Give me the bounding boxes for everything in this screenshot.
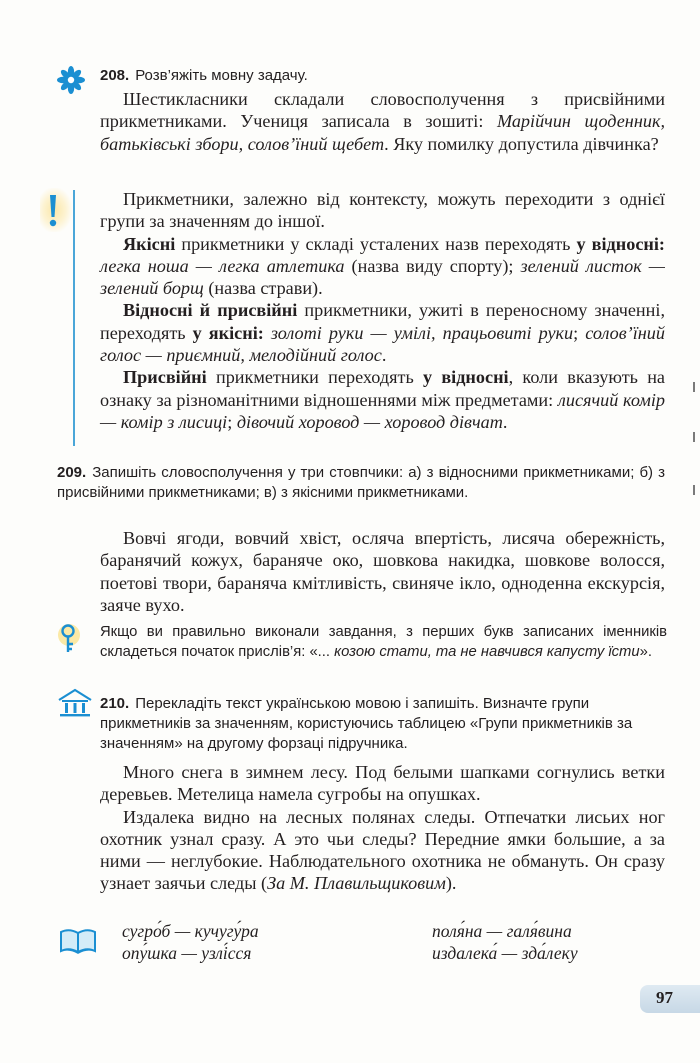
- task-209-hint: Якщо ви правильно виконали завдання, з перших букв записаних іменників складеться початок прислів’я: «... козою стати, та не навчився капусту їсти».: [100, 624, 667, 660]
- margin-mark: [693, 382, 695, 392]
- vocab-entry: опу́шка — узлі́сся: [122, 943, 252, 963]
- task-208-text: Шестикласники складали словосполучення з присвійними прикметниками. Учениця записала в зошиті: Марійчин щоденник, батьківські збори, солов’їний щебет. Яку помилку допустила дівчинка?: [100, 89, 666, 154]
- rule-side-bar: [73, 190, 75, 446]
- task-210-text: [100, 761, 665, 895]
- vocab-entry: сугро́б — кучугу́ра: [122, 921, 259, 941]
- rule-paragraph: Присвійні прикметники переходять у відносні, коли вказують на ознаку за різноманітними відношеннями між предметами: лисячий комір — комір з лисиці; дівочий хоровод — хоровод дівчат.: [100, 367, 666, 432]
- key-icon: [56, 622, 84, 656]
- book-icon: [58, 926, 98, 956]
- home-icon: [56, 688, 94, 718]
- exclamation-icon: [43, 193, 63, 231]
- translation-paragraph: Издалека видно на лесных полянах следы. Отпечатки лисьих ног охотник узнал сразу. А это чьи следы? Передние ямки большие, а за ними — неглубокие. Наблюдательного охотника не обмануть. Он сразу узнает заячьи следы (За М. Плавильщиковим).: [100, 806, 665, 894]
- task-instruction: Запишіть словосполучення у три стовпчики: а) з відносними прикметниками; б) з присвійними прикметниками; в) з якісними прикметниками.: [57, 464, 665, 501]
- vocab-entry: поля́на — галя́вина: [432, 921, 572, 941]
- task-number: 210.: [100, 695, 130, 712]
- task-instruction: Розв’яжіть мовну задачу.: [135, 67, 308, 84]
- task-number: 209.: [57, 464, 87, 481]
- task-209-text: Вовчі ягоди, вовчий хвіст, осляча впертість, лисяча обережність, баранячий кожух, бараняче око, шовкова накидка, шовкове волосся, поетові твори, бараняча кмітливість, свиняче ікло, одноденна екскурсія, заяче вухо.: [100, 528, 665, 615]
- task-210-header: [100, 694, 640, 754]
- page-number-tab: [640, 985, 700, 1013]
- vocab-entry: издалека́ — зда́леку: [432, 943, 578, 963]
- rule-paragraph: Якісні прикметники у складі усталених назв переходять у відносні: легка ноша — легка атлетика (назва виду спорту); зелений листок — зелений борщ (назва страви).: [100, 233, 665, 299]
- margin-mark: [693, 432, 695, 442]
- task-instruction: Перекладіть текст українською мовою і запишіть. Визначте групи прикметників за значенням, користуючись таблицею «Групи прикметників за значенням» на другому форзаці підручника.: [100, 695, 633, 752]
- rule-block: [100, 188, 665, 433]
- flower-icon: [57, 66, 85, 94]
- task-209-header: [57, 463, 665, 503]
- margin-mark: [693, 485, 695, 495]
- task-number: 208.: [100, 67, 130, 84]
- rule-paragraph: Відносні й присвійні прикметники, ужиті в переносному значенні, переходять у якісні: золоті руки — умілі, працьовиті руки; солов’їний голос — приємний, мелодійний голос.: [100, 300, 665, 366]
- rule-paragraph: Прикметники, залежно від контексту, можуть переходити з однієї групи за значенням до іншої.: [100, 189, 665, 232]
- task-208-header: [100, 66, 665, 86]
- page-number: 97: [656, 988, 673, 1007]
- translation-paragraph: Много снега в зимнем лесу. Под белыми шапками согнулись ветки деревьев. Метелица намела сугробы на опушках.: [100, 762, 665, 805]
